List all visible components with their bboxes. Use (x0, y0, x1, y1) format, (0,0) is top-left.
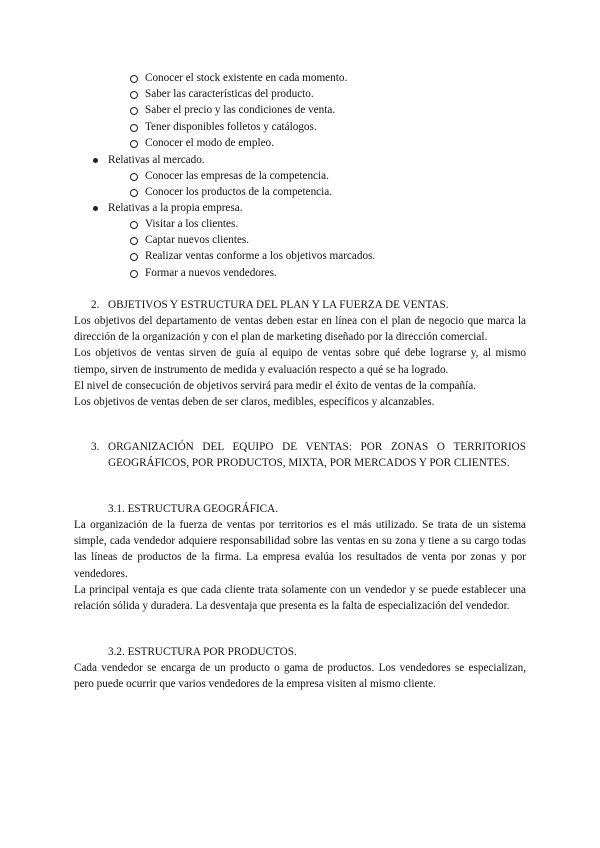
list-item: Saber las características del producto. (145, 86, 347, 102)
list-item: Saber el precio y las condiciones de venta. (145, 102, 347, 118)
product-sublist (145, 70, 347, 151)
paragraph: Cada vendedor se encarga de un producto o gama de productos. Los vendedores se especializan, pero puede ocurrir que varios vendedores de la empresa visiten al mismo cliente. (74, 662, 526, 691)
list-item: Conocer el modo de empleo. (145, 135, 347, 151)
section-2-heading (91, 297, 449, 313)
list-item: Conocer las empresas de la competencia. (145, 168, 332, 184)
list-item: Captar nuevos clientes. (145, 232, 375, 248)
section-number: 2. (91, 299, 100, 311)
bullet-item-company: Relativas a la propia empresa. (108, 200, 243, 216)
subsection-3-1-body (74, 517, 526, 614)
paragraph: La organización de la fuerza de ventas por territorios es el más utilizado. Se trata de un sistema simple, cada vendedor adquiere responsabilidad sobre las ventas en su zona y tiene a su cargo todas las líneas de productos de la firma. La empresa evalúa los resultados de venta por zonas y por vendedores. (74, 519, 526, 580)
bullet-item-market: Relativas al mercado. (108, 152, 205, 168)
market-sublist (145, 168, 332, 200)
market-bullet (108, 152, 205, 168)
section-2-body (74, 313, 526, 410)
company-sublist (145, 216, 375, 281)
paragraph: La principal ventaja es que cada cliente trata solamente con un vendedor y se puede establecer una relación sólida y duradera. La desventaja que presenta es la falta de especialización del vendedor. (74, 583, 526, 613)
list-item: Conocer los productos de la competencia. (145, 184, 332, 200)
section-title: ORGANIZACIÓN DEL EQUIPO DE VENTAS: POR ZONAS O TERRITORIOS GEOGRÁFICOS, POR PRODUCTOS, MIXTA, POR MERCADOS Y POR CLIENTES. (108, 441, 526, 470)
company-bullet (108, 200, 243, 216)
list-item: Visitar a los clientes. (145, 216, 375, 232)
paragraph: El nivel de consecución de objetivos servirá para medir el éxito de ventas de la compañía. (74, 379, 476, 392)
subsection-3-2-heading: 3.2. ESTRUCTURA POR PRODUCTOS. (108, 646, 297, 658)
list-item: Tener disponibles folletos y catálogos. (145, 119, 347, 135)
section-3-heading (91, 439, 526, 471)
subsection-3-1-heading: 3.1. ESTRUCTURA GEOGRÁFICA. (108, 503, 279, 515)
list-item: Formar a nuevos vendedores. (145, 265, 375, 281)
paragraph: Los objetivos del departamento de ventas deben estar en línea con el plan de negocio que marca la dirección de la organización y con el plan de marketing diseñado por la dirección comercial. (74, 315, 526, 344)
section-number: 3. (91, 441, 100, 453)
subsection-3-2-body (74, 660, 526, 692)
paragraph: Los objetivos de ventas sirven de guía al equipo de ventas sobre qué debe lograrse y, al mismo tiempo, sirven de instrumento de medida y evaluación respecto a qué se ha logrado. (74, 347, 526, 376)
list-item: Realizar ventas conforme a los objetivos marcados. (145, 248, 375, 264)
list-item: Conocer el stock existente en cada momento. (145, 70, 347, 86)
section-title: OBJETIVOS Y ESTRUCTURA DEL PLAN Y LA FUERZA DE VENTAS. (108, 299, 449, 311)
paragraph: Los objetivos de ventas deben de ser claros, medibles, específicos y alcanzables. (74, 396, 435, 409)
